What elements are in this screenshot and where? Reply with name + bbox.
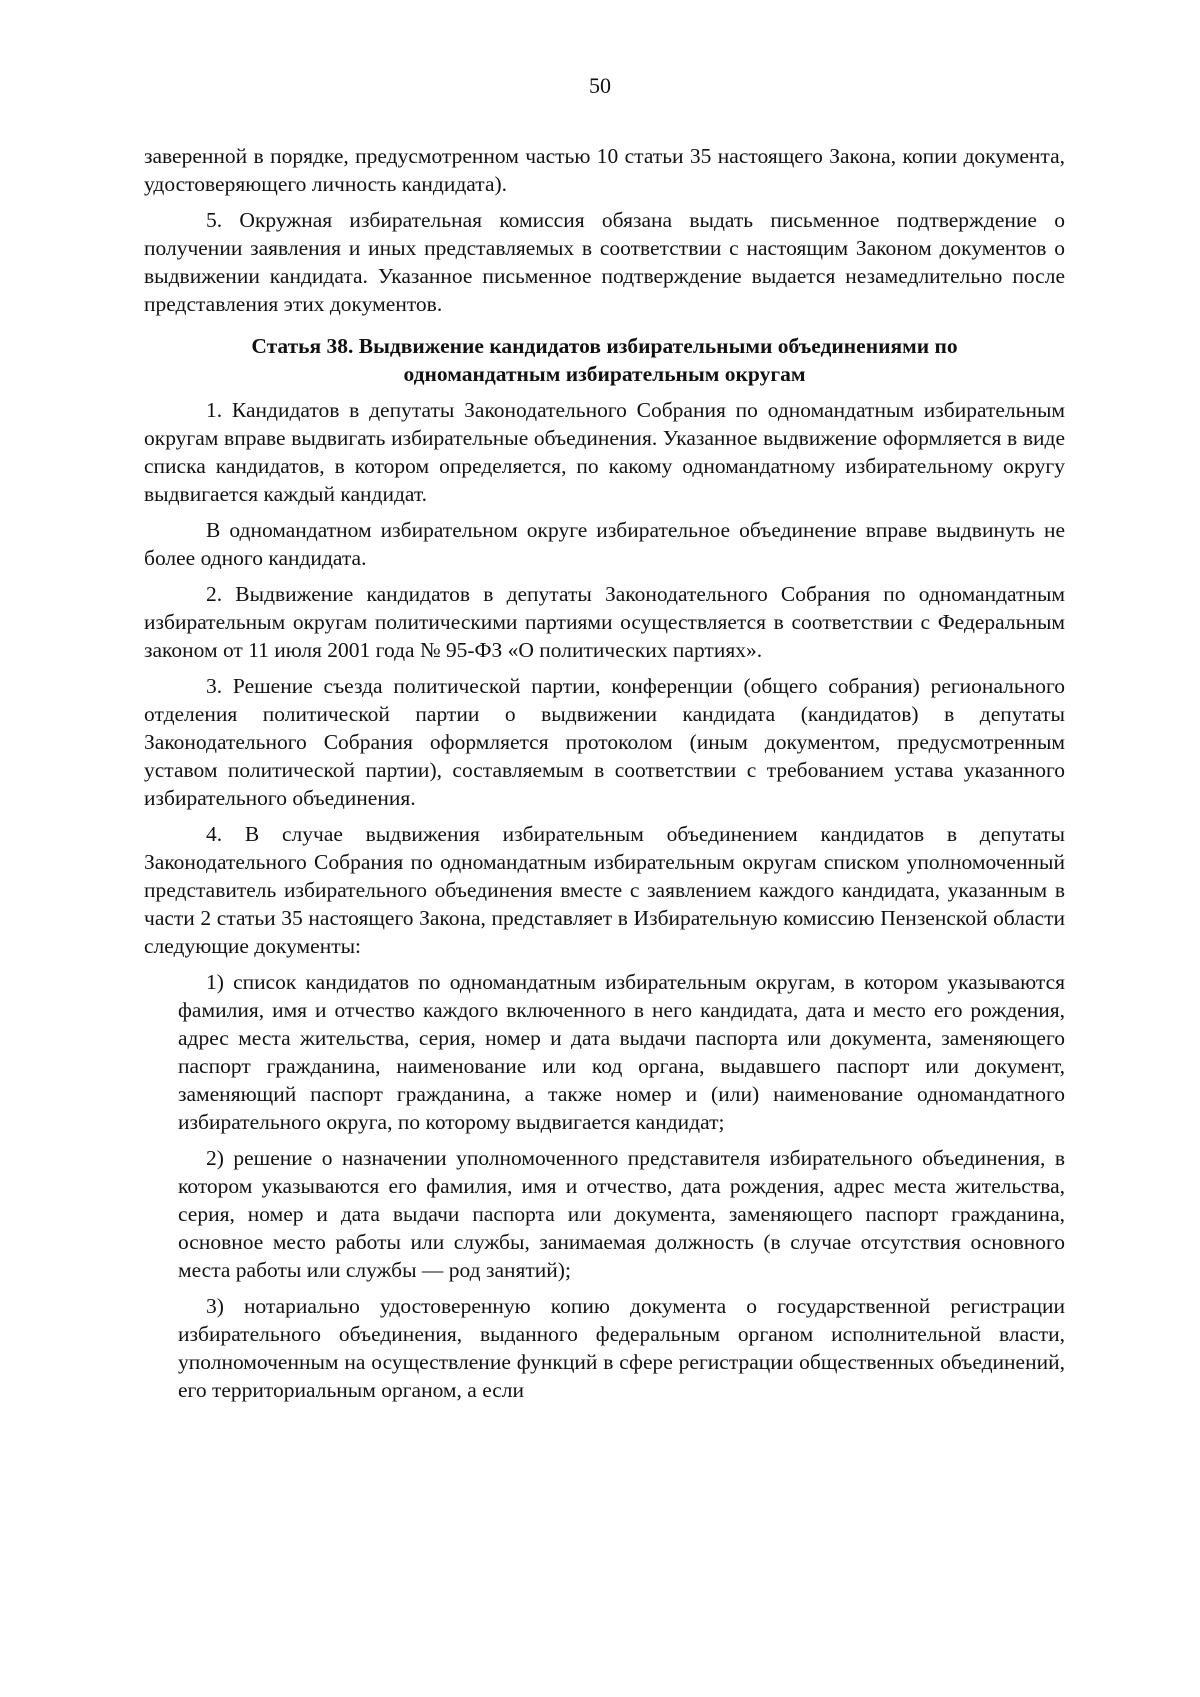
paragraph-3: 3. Решение съезда политической партии, конференции (общего собрания) регионального отделения политической партии о выдвижении кандидата (кандидатов) в депутаты Законодательного Собрания оформляется протоколом (иным документом, предусмотренным уставом политической партии), составляемым в соответствии с требованием устава указанного избирательного объединения. — [144, 674, 1065, 810]
article-heading: Статья 38. Выдвижение кандидатов избирательными объединениями по одномандатным избирательным округам — [251, 334, 958, 386]
paragraph-4: 4. В случае выдвижения избирательным объединением кандидатов в депутаты Законодательного Собрания по одномандатным избирательным округам списком уполномоченный представитель избирательного объединения вместе с заявлением каждого кандидата, указанным в части 2 статьи 35 настоящего Закона, представляет в Избирательную комиссию Пензенской области следующие документы: — [144, 822, 1065, 958]
paragraph-2: 2. Выдвижение кандидатов в депутаты Законодательного Собрания по одномандатным избирательным округам политическими партиями осуществляется в соответствии с Федеральным законом от 11 июля 2001 года № 95-ФЗ «О политических партиях». — [144, 582, 1065, 662]
list-item-3: 3) нотариально удостоверенную копию документа о государственной регистрации избирательного объединения, выданного федеральным органом исполнительной власти, уполномоченным на осуществление функций в сфере регистрации общественных объединений, его территориальным органом, а если — [178, 1294, 1065, 1402]
paragraph-1: 1. Кандидатов в депутаты Законодательного Собрания по одномандатным избирательным округам вправе выдвигать избирательные объединения. Указанное выдвижение оформляется в виде списка кандидатов, в котором определяется, по какому одномандатному избирательному округу выдвигается каждый кандидат. — [144, 398, 1065, 506]
list-item-2: 2) решение о назначении уполномоченного представителя избирательного объединения, в котором указываются его фамилия, имя и отчество, дата рождения, адрес места жительства, серия, номер и дата выдачи паспорта или документа, заменяющего паспорт гражданина, основное место работы или службы, занимаемая должность (в случае отсутствия основного места работы или службы — род занятий); — [178, 1146, 1065, 1282]
document-body — [144, 142, 1065, 1412]
paragraph-continuation: заверенной в порядке, предусмотренном частью 10 статьи 35 настоящего Закона, копии документа, удостоверяющего личность кандидата). — [144, 144, 1065, 196]
paragraph-1-second: В одномандатном избирательном округе избирательное объединение вправе выдвинуть не более одного кандидата. — [144, 518, 1065, 570]
list-item-1: 1) список кандидатов по одномандатным избирательным округам, в котором указываются фамилия, имя и отчество каждого включенного в него кандидата, дата и место его рождения, адрес места жительства, серия, номер и дата выдачи паспорта или документа, заменяющего паспорт гражданина, наименование или код органа, выдавшего паспорт или документ, заменяющий паспорт гражданина, а также номер и (или) наименование одномандатного избирательного округа, по которому выдвигается кандидат; — [178, 970, 1065, 1134]
paragraph-5: 5. Окружная избирательная комиссия обязана выдать письменное подтверждение о получении заявления и иных представляемых в соответствии с настоящим Законом документов о выдвижении кандидата. Указанное письменное подтверждение выдается незамедлительно после представления этих документов. — [144, 208, 1065, 316]
page-number: 50 — [589, 73, 611, 98]
